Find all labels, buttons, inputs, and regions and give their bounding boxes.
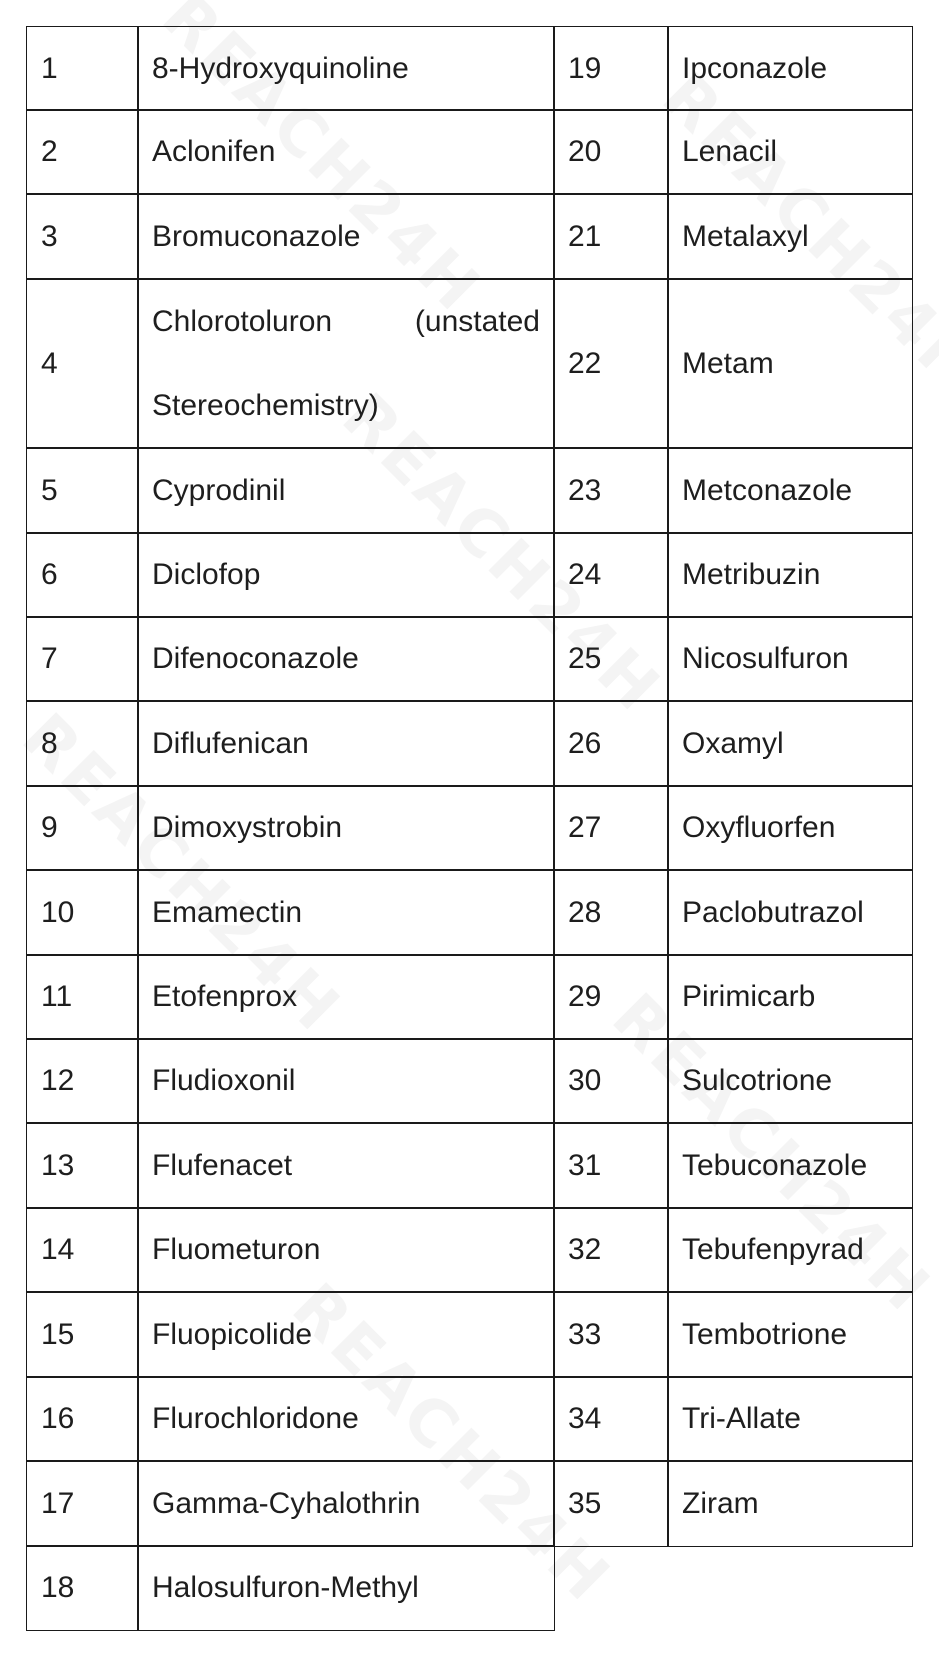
table-cell-name: Fluometuron xyxy=(137,1207,555,1293)
table-cell-name: Metam xyxy=(667,278,913,449)
table-cell-name: Aclonifen xyxy=(137,109,555,195)
table-cell-name: Etofenprox xyxy=(137,954,555,1040)
table-cell-name: Ziram xyxy=(667,1460,913,1547)
table-cell-number: 18 xyxy=(26,1545,139,1631)
table-cell-name: Cyprodinil xyxy=(137,447,555,534)
table-cell-number: 34 xyxy=(553,1376,669,1462)
table-cell-number: 13 xyxy=(26,1122,139,1209)
table-cell-name: Tebuconazole xyxy=(667,1122,913,1209)
table-cell-name xyxy=(137,278,555,449)
table-cell-name: Tri-Allate xyxy=(667,1376,913,1462)
table-cell-number: 21 xyxy=(553,193,669,280)
table-cell-name: Oxamyl xyxy=(667,700,913,787)
table-cell-name: Paclobutrazol xyxy=(667,869,913,956)
table-cell-name: Halosulfuron-Methyl xyxy=(137,1545,555,1631)
table-cell-number: 11 xyxy=(26,954,139,1040)
table-cell-number: 26 xyxy=(553,700,669,787)
table-cell-name: Flurochloridone xyxy=(137,1376,555,1462)
table-cell-number: 23 xyxy=(553,447,669,534)
table-cell-name: Tembotrione xyxy=(667,1291,913,1378)
table-cell-number: 33 xyxy=(553,1291,669,1378)
table-cell-number: 6 xyxy=(26,532,139,618)
table-cell-number: 24 xyxy=(553,532,669,618)
table-cell-name: Sulcotrione xyxy=(667,1038,913,1124)
table-cell-number: 8 xyxy=(26,700,139,787)
table-cell-name: Diclofop xyxy=(137,532,555,618)
table-cell-number: 15 xyxy=(26,1291,139,1378)
table-cell-name: Metconazole xyxy=(667,447,913,534)
table-cell-name: Pirimicarb xyxy=(667,954,913,1040)
table-cell-number: 3 xyxy=(26,193,139,280)
table-cell-number: 29 xyxy=(553,954,669,1040)
table-cell-name: Lenacil xyxy=(667,109,913,195)
table-cell-name: Metribuzin xyxy=(667,532,913,618)
name-part: (unstated xyxy=(414,304,540,338)
table-cell-number: 32 xyxy=(553,1207,669,1293)
table-cell-number: 14 xyxy=(26,1207,139,1293)
table-cell-number: 31 xyxy=(553,1122,669,1209)
table-cell-number: 22 xyxy=(553,278,669,449)
table-cell-name: Flufenacet xyxy=(137,1122,555,1209)
table-cell-name: Tebufenpyrad xyxy=(667,1207,913,1293)
table-cell-number: 12 xyxy=(26,1038,139,1124)
table-cell-number: 28 xyxy=(553,869,669,956)
table-cell-number: 27 xyxy=(553,785,669,871)
table-cell-number: 1 xyxy=(26,26,139,111)
table-cell-number: 16 xyxy=(26,1376,139,1462)
table-cell-name: 8-Hydroxyquinoline xyxy=(137,26,555,111)
table-cell-name: Bromuconazole xyxy=(137,193,555,280)
table-cell-number: 7 xyxy=(26,616,139,702)
table-cell-number: 2 xyxy=(26,109,139,195)
table-cell-name: Dimoxystrobin xyxy=(137,785,555,871)
table-cell-name: Gamma-Cyhalothrin xyxy=(137,1460,555,1547)
table-cell-name: Diflufenican xyxy=(137,700,555,787)
table-cell-number: 19 xyxy=(553,26,669,111)
table-cell-name: Metalaxyl xyxy=(667,193,913,280)
table-cell-name: Difenoconazole xyxy=(137,616,555,702)
name-part: Stereochemistry) xyxy=(152,388,379,422)
table-cell-number: 17 xyxy=(26,1460,139,1547)
table-cell-name: Nicosulfuron xyxy=(667,616,913,702)
table-cell-number: 30 xyxy=(553,1038,669,1124)
table-cell-number: 20 xyxy=(553,109,669,195)
table-cell-name: Oxyfluorfen xyxy=(667,785,913,871)
table-cell-name: Emamectin xyxy=(137,869,555,956)
table-cell-name: Fluopicolide xyxy=(137,1291,555,1378)
name-part: Chlorotoluron xyxy=(152,304,333,338)
table-cell-name: Fludioxonil xyxy=(137,1038,555,1124)
table-cell-name: Ipconazole xyxy=(667,26,913,111)
table-cell-number: 9 xyxy=(26,785,139,871)
table-cell-number: 25 xyxy=(553,616,669,702)
table-cell-number: 35 xyxy=(553,1460,669,1547)
table-cell-number: 5 xyxy=(26,447,139,534)
table-cell-number: 10 xyxy=(26,869,139,956)
table-cell-number: 4 xyxy=(26,278,139,449)
